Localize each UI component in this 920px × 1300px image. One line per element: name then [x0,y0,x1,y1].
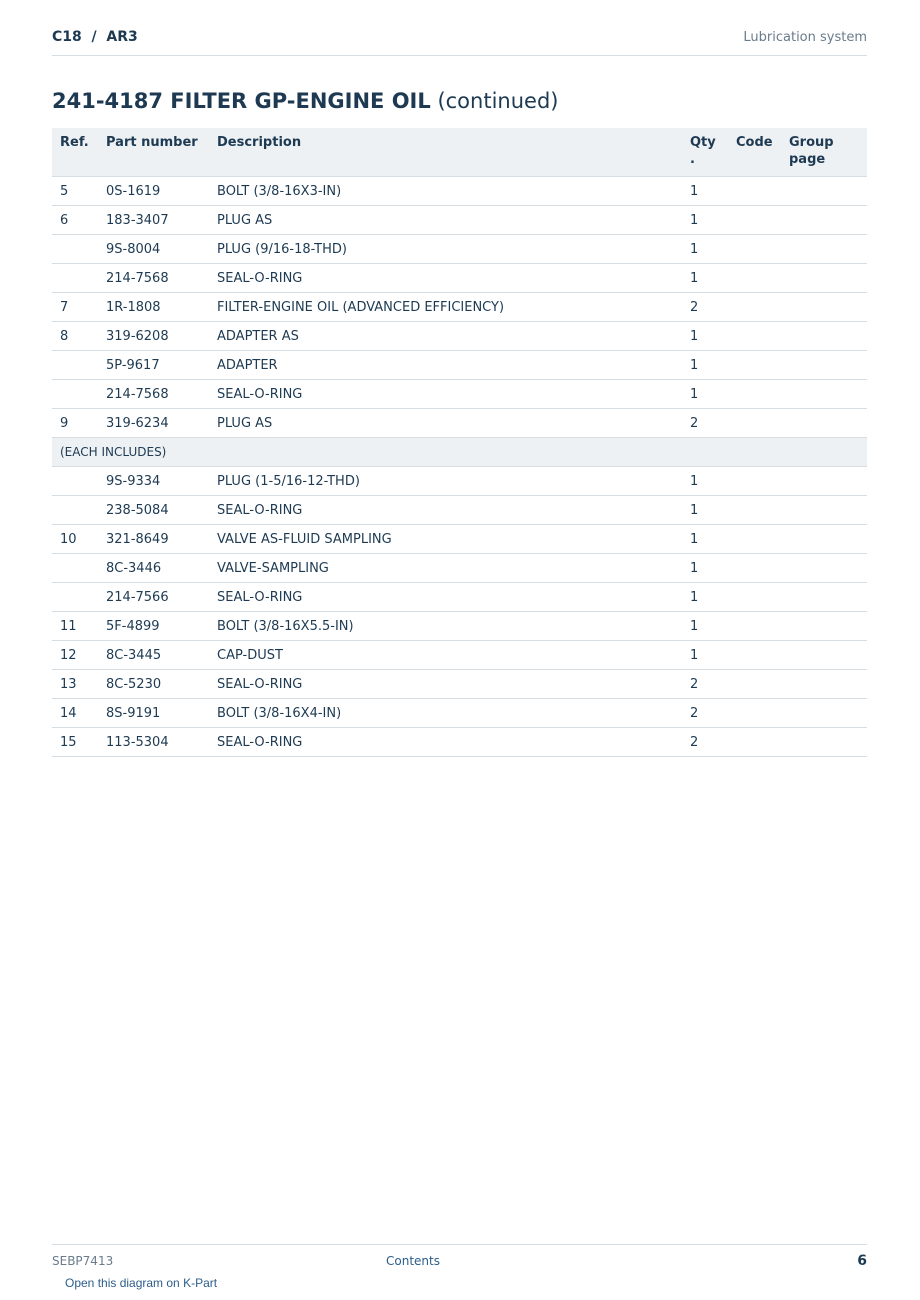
part-number-cell: 214-7568 [98,380,209,409]
description-cell: SEAL-O-RING [209,583,682,612]
code-cell [728,177,781,206]
part-number-cell: 319-6234 [98,409,209,438]
title-part: 241-4187 FILTER GP-ENGINE OIL [52,89,431,113]
table-row [52,235,867,264]
description-cell: SEAL-O-RING [209,728,682,757]
qty-cell: 2 [682,670,728,699]
code-cell [728,554,781,583]
group-page-cell [781,322,867,351]
table-row [52,351,867,380]
ref-cell: 9 [52,409,98,438]
table-row [52,264,867,293]
code-cell [728,612,781,641]
code-cell [728,467,781,496]
part-number-cell: 214-7566 [98,583,209,612]
code-cell [728,699,781,728]
ref-cell: 13 [52,670,98,699]
group-page-cell [781,699,867,728]
col-part-number: Part number [98,128,209,177]
col-group-page: Group page [781,128,867,177]
parts-table [52,128,867,757]
part-number-cell: 5F-4899 [98,612,209,641]
ref-cell [52,380,98,409]
table-header-row [52,128,867,177]
group-page-cell [781,206,867,235]
group-page-cell [781,293,867,322]
qty-cell: 1 [682,264,728,293]
group-page-cell [781,177,867,206]
group-page-cell [781,641,867,670]
part-number-cell: 8C-5230 [98,670,209,699]
qty-cell: 1 [682,554,728,583]
part-number-cell: 1R-1808 [98,293,209,322]
part-number-cell: 9S-8004 [98,235,209,264]
part-number-cell: 113-5304 [98,728,209,757]
table-row [52,554,867,583]
code-cell [728,293,781,322]
ref-cell: 15 [52,728,98,757]
table-row [52,409,867,438]
qty-cell: 1 [682,351,728,380]
section-title: Lubrication system [743,30,867,45]
part-number-cell: 9S-9334 [98,467,209,496]
col-qty: Qty . [682,128,728,177]
part-number-cell: 0S-1619 [98,177,209,206]
code-cell [728,235,781,264]
part-number-cell: 183-3407 [98,206,209,235]
qty-cell: 1 [682,612,728,641]
contents-link[interactable]: Contents [386,1254,440,1268]
qty-cell: 1 [682,583,728,612]
group-page-cell [781,525,867,554]
code-cell [728,728,781,757]
description-cell: ADAPTER AS [209,322,682,351]
table-row [52,467,867,496]
page-footer [52,1244,867,1277]
table-row [52,583,867,612]
code-cell [728,206,781,235]
page-header [52,26,867,56]
description-cell: FILTER-ENGINE OIL (ADVANCED EFFICIENCY) [209,293,682,322]
description-cell: VALVE-SAMPLING [209,554,682,583]
part-number-cell: 8C-3446 [98,554,209,583]
description-cell: PLUG (9/16-18-THD) [209,235,682,264]
description-cell: PLUG AS [209,409,682,438]
description-cell: BOLT (3/8-16X4-IN) [209,699,682,728]
part-number-cell: 8S-9191 [98,699,209,728]
title-suffix: (continued) [437,89,559,113]
qty-cell: 1 [682,322,728,351]
description-cell: BOLT (3/8-16X5.5-IN) [209,612,682,641]
table-note-row [52,438,867,467]
qty-cell: 1 [682,235,728,264]
table-row [52,293,867,322]
ref-cell [52,235,98,264]
group-page-cell [781,409,867,438]
document-id: SEBP7413 [52,1254,114,1268]
ref-cell: 11 [52,612,98,641]
qty-cell: 2 [682,699,728,728]
table-row [52,612,867,641]
qty-cell: 1 [682,525,728,554]
page-number: 6 [857,1253,867,1269]
qty-cell: 2 [682,728,728,757]
part-number-cell: 5P-9617 [98,351,209,380]
group-page-cell [781,612,867,641]
group-page-cell [781,351,867,380]
table-row [52,380,867,409]
qty-cell: 1 [682,467,728,496]
description-cell: SEAL-O-RING [209,496,682,525]
code-cell [728,322,781,351]
code-cell [728,351,781,380]
description-cell: PLUG AS [209,206,682,235]
group-page-cell [781,728,867,757]
group-page-cell [781,264,867,293]
model-label: C18 / AR3 [52,29,138,45]
table-row [52,699,867,728]
table-row [52,496,867,525]
ref-cell [52,264,98,293]
qty-cell: 1 [682,380,728,409]
group-page-cell [781,583,867,612]
ref-cell: 8 [52,322,98,351]
part-number-cell: 238-5084 [98,496,209,525]
ref-cell [52,583,98,612]
table-row [52,177,867,206]
qty-cell: 1 [682,641,728,670]
code-cell [728,670,781,699]
description-cell: CAP-DUST [209,641,682,670]
ref-cell [52,496,98,525]
ref-cell: 7 [52,293,98,322]
group-page-cell [781,235,867,264]
description-cell: PLUG (1-5/16-12-THD) [209,467,682,496]
code-cell [728,583,781,612]
description-cell: SEAL-O-RING [209,670,682,699]
table-row [52,670,867,699]
col-code: Code [728,128,781,177]
group-page-cell [781,467,867,496]
page-title [52,89,558,113]
group-page-cell [781,380,867,409]
part-number-cell: 321-8649 [98,525,209,554]
ref-cell: 10 [52,525,98,554]
table-row [52,525,867,554]
group-page-cell [781,670,867,699]
description-cell: BOLT (3/8-16X3-IN) [209,177,682,206]
ref-cell: 5 [52,177,98,206]
description-cell: ADAPTER [209,351,682,380]
qty-cell: 2 [682,409,728,438]
ref-cell [52,351,98,380]
description-cell: SEAL-O-RING [209,380,682,409]
table-row [52,206,867,235]
code-cell [728,409,781,438]
col-ref: Ref. [52,128,98,177]
col-description: Description [209,128,682,177]
part-number-cell: 214-7568 [98,264,209,293]
kpart-diagram-link[interactable]: Open this diagram on K-Part [65,1276,218,1290]
code-cell [728,525,781,554]
ref-cell [52,467,98,496]
description-cell: SEAL-O-RING [209,264,682,293]
code-cell [728,496,781,525]
part-number-cell: 319-6208 [98,322,209,351]
qty-cell: 1 [682,496,728,525]
note-cell: (EACH INCLUDES) [52,438,867,467]
code-cell [728,264,781,293]
description-cell: VALVE AS-FLUID SAMPLING [209,525,682,554]
qty-cell: 1 [682,206,728,235]
part-number-cell: 8C-3445 [98,641,209,670]
ref-cell: 6 [52,206,98,235]
code-cell [728,641,781,670]
parts-table-body [52,177,867,757]
table-row [52,641,867,670]
qty-cell: 2 [682,293,728,322]
table-row [52,322,867,351]
ref-cell: 14 [52,699,98,728]
ref-cell: 12 [52,641,98,670]
table-row [52,728,867,757]
group-page-cell [781,496,867,525]
qty-cell: 1 [682,177,728,206]
ref-cell [52,554,98,583]
group-page-cell [781,554,867,583]
code-cell [728,380,781,409]
